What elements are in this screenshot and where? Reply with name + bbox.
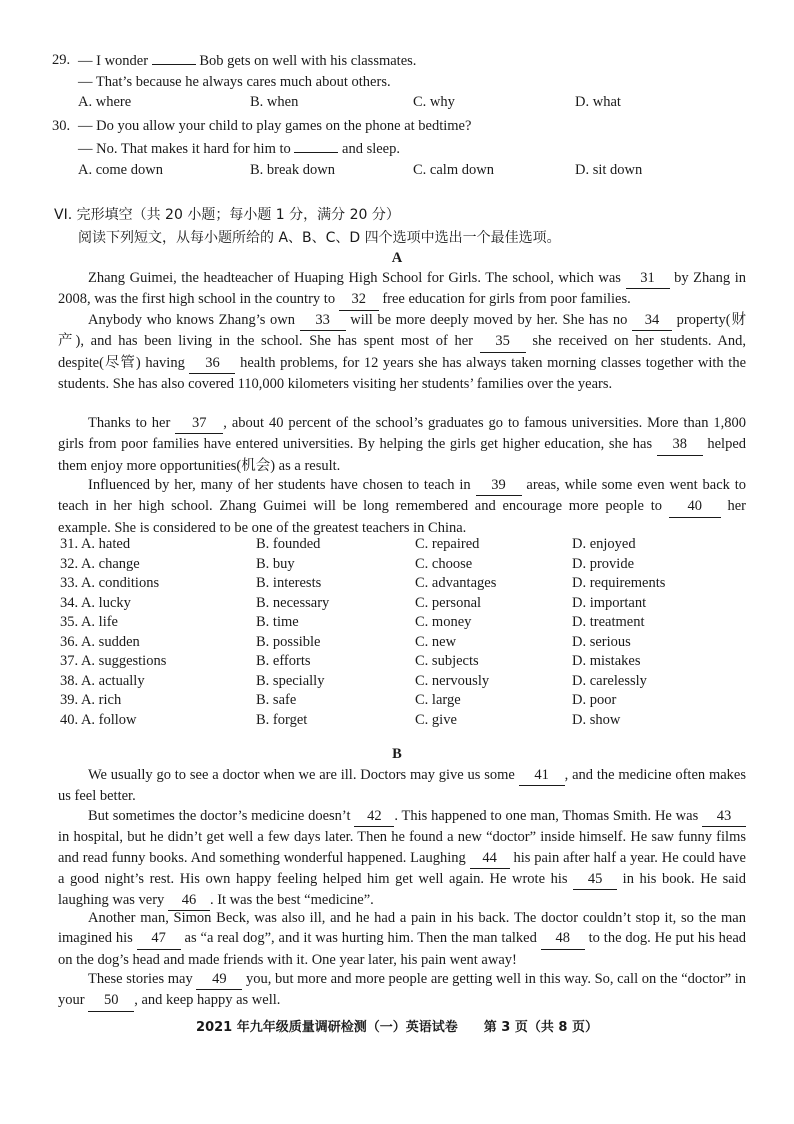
options-row: 40. A. follow B. forget C. give D. show (60, 711, 621, 728)
options-row: 32. A. change B. buy C. choose D. provide (60, 555, 635, 572)
options-row: 36. A. sudden B. possible C. new D. serious (60, 633, 631, 650)
question-number: 30. (52, 118, 71, 134)
options-row: 33. A. conditions B. interests C. advantages D. requirements (60, 575, 666, 591)
blank-40: 40 (669, 496, 721, 517)
blank-39: 39 (476, 475, 522, 496)
option-a: A. come down (78, 162, 163, 178)
section-instruction: 阅读下列短文，从每小题所给的 A、B、C、D 四个选项中选出一个最佳选项。 (78, 230, 561, 246)
blank-47: 47 (137, 928, 181, 949)
option-d: D. what (575, 94, 621, 110)
options-row: 38. A. actually B. specially C. nervously D. carelessly (60, 672, 647, 689)
option-d: D. sit down (575, 162, 643, 178)
section-heading: VI. 完形填空（共 20 小题；每小题 1 分，满分 20 分） (54, 207, 400, 223)
blank-44: 44 (470, 848, 510, 869)
blank-41: 41 (519, 765, 565, 786)
option-b: B. when (250, 94, 299, 110)
blank-33: 33 (300, 310, 346, 331)
page-number: 第 3 页（共 8 页） (483, 1020, 598, 1035)
blank-43: 43 (702, 806, 746, 827)
options-row: 39. A. rich B. safe C. large D. poor (60, 692, 617, 708)
question-text: — Do you allow your child to play games on the phone at bedtime? (78, 118, 472, 134)
exam-title: 2021 年九年级质量调研检测（一）英语试卷 (196, 1020, 458, 1035)
blank-42: 42 (354, 806, 394, 827)
blank-38: 38 (657, 434, 703, 455)
passage-a-title: A (391, 250, 403, 266)
question-number: 29. (52, 52, 71, 68)
passage-b-paragraph-2: But sometimes the doctor’s medicine doesn’t 42 . This happened to one man, Thomas Smith. He was 43 in hospital, but he didn’t get well a few days later. Then he found a new “doctor” inside himself. He saw funny films and read funny books. And something wonderful happened. Laughing 44 his pain after half a year. He could have a good night’s rest. His own happy feeling helped him get well again. He wrote his 45 in his book. He said laughing was very 46 . It was the best “medicine”. (58, 806, 746, 911)
blank-37: 37 (175, 413, 223, 434)
options-row: 37. A. suggestions B. efforts C. subjects D. mistakes (60, 653, 641, 669)
blank-31: 31 (626, 268, 670, 289)
blank-46: 46 (168, 890, 210, 911)
option-c: C. calm down (413, 162, 494, 178)
question-30 (0, 118, 794, 138)
passage-b-paragraph-3: Another man, Simon Beck, was also ill, and he had a pain in his back. The doctor couldn’t stop it, so the man imagined his 47 as “a real dog”, and it was hurting him. Then the man talked 48 to the dog. He put his head on the dog’s head and made friends with it. One year later, his pain went away! (58, 910, 747, 968)
passage-a-paragraph-4: Influenced by her, many of her students have chosen to teach in 39 areas, while some even went back to teach in her high school. Zhang Guimei will be long remembered and encourage more people to 40 her example. She is considered to be one of the greatest teachers in China. (58, 477, 747, 536)
passage-b-paragraph-4: These stories may 49 you, but more and more people are getting well in this way. So, call on the “doctor” in your 50 , and keep happy as well. (58, 969, 746, 1012)
option-c: C. why (413, 94, 455, 110)
options-row: 31. A. hated B. founded C. repaired D. enjoyed (60, 536, 636, 552)
question-29-options (0, 94, 794, 114)
blank-35: 35 (480, 331, 526, 352)
blank-45: 45 (573, 869, 617, 890)
passage-b-title: B (392, 746, 402, 762)
blank-49: 49 (196, 969, 242, 990)
option-b: B. break down (250, 162, 335, 178)
passage-b-paragraph-1: We usually go to see a doctor when we are ill. Doctors may give us some 41 , and the medicine often makes us feel better. (58, 767, 746, 805)
question-29 (0, 52, 794, 72)
passage-a-paragraph-2: Anybody who knows Zhang’s own 33 will be more deeply moved by her. She has no 34 property(财产), and has been living in the school. She has spent most of her 35 she received on her students. And, despite(尽管) having 36 health problems, for 12 years she has always taken morning classes together with the students. She has also covered 110,000 kilometers visiting her students’ families over the years. (58, 312, 747, 392)
options-row: 35. A. life B. time C. money D. treatment (60, 614, 645, 630)
passage-a-paragraph-3: Thanks to her 37 , about 40 percent of the school’s graduates go to famous universities. More than 1,800 girls from poor families have entered universities. By helping the girls get higher education, she has 38 helped them enjoy more opportunities(机会) as a result. (58, 415, 747, 474)
question-30-options (0, 162, 794, 182)
blank-32: 32 (339, 289, 379, 310)
option-a: A. where (78, 94, 132, 110)
blank-48: 48 (541, 928, 585, 949)
page-footer (0, 1016, 794, 1035)
options-row: 34. A. lucky B. necessary C. personal D. important (60, 594, 647, 611)
question-30-reply: — No. That makes it hard for him to and sleep. (78, 141, 400, 157)
passage-a-paragraph-1: Zhang Guimei, the headteacher of Huaping High School for Girls. The school, which was 31 by Zhang in 2008, was the first high school in the country to 32 free education for girls from poor families. (58, 268, 746, 311)
answer-blank (294, 140, 338, 153)
answer-blank (152, 52, 196, 65)
blank-36: 36 (189, 353, 235, 374)
question-text: — I wonder Bob gets on well with his classmates. (78, 53, 417, 69)
blank-50: 50 (88, 990, 134, 1011)
question-29-reply: — That’s because he always cares much about others. (78, 74, 391, 90)
blank-34: 34 (632, 310, 672, 331)
